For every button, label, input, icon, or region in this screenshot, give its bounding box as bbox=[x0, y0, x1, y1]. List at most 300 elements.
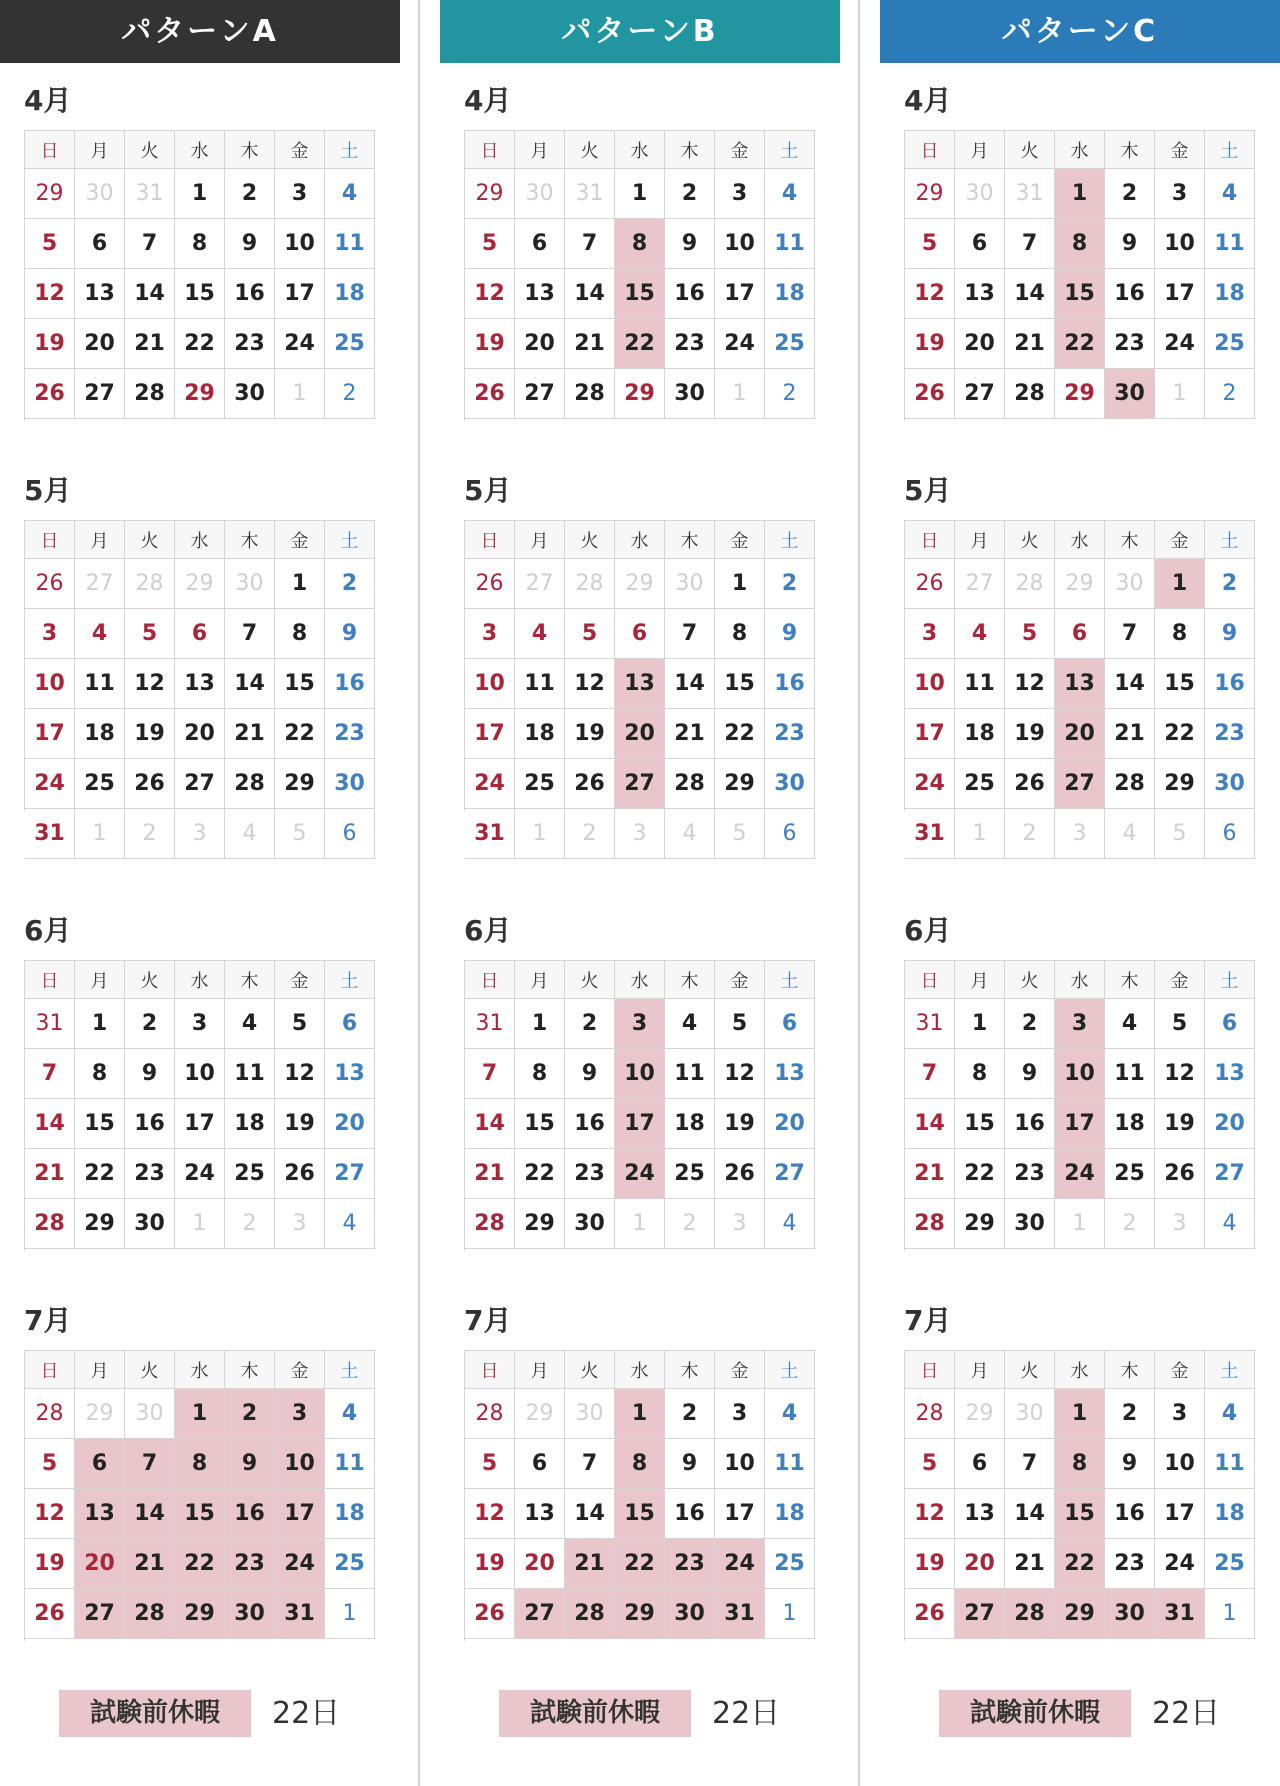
pattern-column bbox=[440, 0, 840, 1731]
week-row bbox=[465, 269, 815, 319]
legend-days-count: 22日 bbox=[712, 1696, 781, 1731]
adjacent-month-day: 29 bbox=[955, 1389, 1005, 1439]
week-row bbox=[905, 709, 1255, 759]
month-calendar bbox=[464, 914, 816, 1236]
day-cell: 27 bbox=[1055, 759, 1105, 809]
day-cell: 15 bbox=[175, 269, 225, 319]
week-row bbox=[905, 1149, 1255, 1199]
day-cell: 31 bbox=[905, 809, 955, 859]
day-cell: 25 bbox=[325, 319, 375, 369]
day-cell: 26 bbox=[465, 1589, 515, 1639]
weekday-label: 木 bbox=[665, 521, 715, 559]
weekday-label: 木 bbox=[1105, 961, 1155, 999]
weekday-label: 月 bbox=[955, 1351, 1005, 1389]
day-cell: 28 bbox=[565, 1589, 615, 1639]
day-cell: 21 bbox=[565, 319, 615, 369]
day-cell: 19 bbox=[1005, 709, 1055, 759]
day-cell: 18 bbox=[1205, 1489, 1255, 1539]
adjacent-month-day: 1 bbox=[615, 1199, 665, 1249]
day-cell: 19 bbox=[125, 709, 175, 759]
weekday-label: 土 bbox=[325, 961, 375, 999]
day-cell: 13 bbox=[75, 269, 125, 319]
day-cell: 18 bbox=[765, 269, 815, 319]
day-cell: 12 bbox=[1005, 659, 1055, 709]
day-cell: 23 bbox=[565, 1149, 615, 1199]
day-cell: 19 bbox=[905, 1539, 955, 1589]
adjacent-month-day: 2 bbox=[225, 1199, 275, 1249]
day-cell: 23 bbox=[1105, 319, 1155, 369]
day-cell: 17 bbox=[1155, 1489, 1205, 1539]
day-cell: 19 bbox=[465, 319, 515, 369]
day-cell: 25 bbox=[665, 1149, 715, 1199]
day-cell: 4 bbox=[1105, 999, 1155, 1049]
day-cell: 28 bbox=[565, 369, 615, 419]
weekday-label: 金 bbox=[275, 961, 325, 999]
weekday-label: 金 bbox=[275, 1351, 325, 1389]
day-cell: 27 bbox=[515, 1589, 565, 1639]
day-cell: 22 bbox=[175, 1539, 225, 1589]
day-cell: 2 bbox=[1105, 169, 1155, 219]
day-cell: 1 bbox=[175, 1389, 225, 1439]
day-cell: 1 bbox=[615, 1389, 665, 1439]
adjacent-month-day: 31 bbox=[465, 999, 515, 1049]
weekday-label: 金 bbox=[275, 521, 325, 559]
weekday-label: 水 bbox=[1055, 1351, 1105, 1389]
week-row bbox=[905, 659, 1255, 709]
day-cell: 10 bbox=[905, 659, 955, 709]
weekday-label: 金 bbox=[1155, 521, 1205, 559]
day-cell: 11 bbox=[75, 659, 125, 709]
day-cell: 27 bbox=[955, 1589, 1005, 1639]
weekday-label: 水 bbox=[175, 1351, 225, 1389]
weekday-label: 木 bbox=[1105, 131, 1155, 169]
day-cell: 2 bbox=[225, 1389, 275, 1439]
day-cell: 11 bbox=[515, 659, 565, 709]
adjacent-month-day: 4 bbox=[325, 1199, 375, 1249]
day-cell: 18 bbox=[955, 709, 1005, 759]
day-cell: 21 bbox=[905, 1149, 955, 1199]
weekday-label: 土 bbox=[1205, 961, 1255, 999]
week-row bbox=[465, 219, 815, 269]
day-cell: 12 bbox=[465, 1489, 515, 1539]
adjacent-month-day: 30 bbox=[125, 1389, 175, 1439]
weekday-label: 火 bbox=[125, 131, 175, 169]
day-cell: 17 bbox=[1055, 1099, 1105, 1149]
weekday-label: 月 bbox=[75, 131, 125, 169]
column-divider bbox=[858, 0, 860, 1786]
day-cell: 6 bbox=[515, 219, 565, 269]
weekday-label: 日 bbox=[465, 131, 515, 169]
week-row bbox=[25, 1149, 375, 1199]
day-cell: 7 bbox=[1005, 219, 1055, 269]
day-cell: 22 bbox=[615, 319, 665, 369]
week-row bbox=[905, 369, 1255, 419]
month-title: 4月 bbox=[904, 84, 952, 117]
day-cell: 27 bbox=[1205, 1149, 1255, 1199]
day-cell: 7 bbox=[125, 219, 175, 269]
day-cell: 29 bbox=[615, 369, 665, 419]
day-cell: 21 bbox=[1005, 319, 1055, 369]
week-row bbox=[905, 1389, 1255, 1439]
day-cell: 29 bbox=[1055, 369, 1105, 419]
day-cell: 4 bbox=[325, 169, 375, 219]
month-title: 6月 bbox=[464, 914, 512, 947]
month-calendar bbox=[24, 474, 376, 846]
day-cell: 17 bbox=[1155, 269, 1205, 319]
adjacent-month-day: 5 bbox=[715, 809, 765, 859]
weekday-header bbox=[465, 131, 815, 169]
day-cell: 14 bbox=[565, 1489, 615, 1539]
week-row bbox=[25, 609, 375, 659]
day-cell: 16 bbox=[1205, 659, 1255, 709]
day-cell: 6 bbox=[1055, 609, 1105, 659]
adjacent-month-day: 1 bbox=[1055, 1199, 1105, 1249]
day-cell: 31 bbox=[715, 1589, 765, 1639]
weekday-label: 日 bbox=[465, 521, 515, 559]
month-title: 4月 bbox=[24, 84, 72, 117]
day-cell: 30 bbox=[565, 1199, 615, 1249]
weekday-label: 水 bbox=[615, 131, 665, 169]
day-cell: 1 bbox=[515, 999, 565, 1049]
day-cell: 29 bbox=[955, 1199, 1005, 1249]
weekday-label: 月 bbox=[515, 521, 565, 559]
day-cell: 22 bbox=[175, 319, 225, 369]
calendar-grid bbox=[464, 960, 815, 1251]
day-cell: 8 bbox=[615, 219, 665, 269]
day-cell: 9 bbox=[225, 219, 275, 269]
day-cell: 11 bbox=[665, 1049, 715, 1099]
day-cell: 19 bbox=[465, 1539, 515, 1589]
day-cell: 13 bbox=[615, 659, 665, 709]
day-cell: 3 bbox=[1155, 1389, 1205, 1439]
day-cell: 8 bbox=[1055, 219, 1105, 269]
day-cell: 12 bbox=[125, 659, 175, 709]
day-cell: 19 bbox=[565, 709, 615, 759]
adjacent-month-day: 28 bbox=[25, 1389, 75, 1439]
day-cell: 21 bbox=[125, 1539, 175, 1589]
day-cell: 11 bbox=[1105, 1049, 1155, 1099]
day-cell: 13 bbox=[325, 1049, 375, 1099]
day-cell: 8 bbox=[1055, 1439, 1105, 1489]
adjacent-month-day: 28 bbox=[1005, 559, 1055, 609]
day-cell: 15 bbox=[615, 1489, 665, 1539]
weekday-label: 日 bbox=[905, 521, 955, 559]
adjacent-month-day: 3 bbox=[615, 809, 665, 859]
week-row bbox=[905, 559, 1255, 609]
adjacent-month-day: 27 bbox=[515, 559, 565, 609]
day-cell: 20 bbox=[325, 1099, 375, 1149]
day-cell: 24 bbox=[1155, 319, 1205, 369]
day-cell: 20 bbox=[955, 319, 1005, 369]
weekday-header bbox=[465, 1351, 815, 1389]
adjacent-month-day: 28 bbox=[565, 559, 615, 609]
adjacent-month-day: 1 bbox=[715, 369, 765, 419]
day-cell: 16 bbox=[225, 1489, 275, 1539]
adjacent-month-day: 2 bbox=[665, 1199, 715, 1249]
day-cell: 9 bbox=[1105, 1439, 1155, 1489]
adjacent-month-day: 1 bbox=[325, 1589, 375, 1639]
weekday-label: 水 bbox=[615, 1351, 665, 1389]
adjacent-month-day: 3 bbox=[1055, 809, 1105, 859]
adjacent-month-day: 30 bbox=[75, 169, 125, 219]
day-cell: 3 bbox=[1055, 999, 1105, 1049]
adjacent-month-day: 6 bbox=[325, 809, 375, 859]
adjacent-month-day: 4 bbox=[765, 1199, 815, 1249]
day-cell: 8 bbox=[1155, 609, 1205, 659]
day-cell: 16 bbox=[1005, 1099, 1055, 1149]
month-title: 7月 bbox=[904, 1304, 952, 1337]
week-row bbox=[465, 1539, 815, 1589]
day-cell: 7 bbox=[1105, 609, 1155, 659]
weekday-label: 木 bbox=[225, 1351, 275, 1389]
week-row bbox=[905, 1099, 1255, 1149]
day-cell: 2 bbox=[665, 1389, 715, 1439]
weekday-label: 月 bbox=[75, 1351, 125, 1389]
month-title: 6月 bbox=[904, 914, 952, 947]
day-cell: 22 bbox=[515, 1149, 565, 1199]
day-cell: 6 bbox=[955, 219, 1005, 269]
day-cell: 14 bbox=[25, 1099, 75, 1149]
day-cell: 27 bbox=[615, 759, 665, 809]
day-cell: 2 bbox=[1105, 1389, 1155, 1439]
month-title: 7月 bbox=[24, 1304, 72, 1337]
weekday-header bbox=[25, 1351, 375, 1389]
weekday-label: 月 bbox=[955, 961, 1005, 999]
week-row bbox=[905, 1589, 1255, 1639]
day-cell: 2 bbox=[665, 169, 715, 219]
adjacent-month-day: 2 bbox=[1005, 809, 1055, 859]
day-cell: 30 bbox=[325, 759, 375, 809]
day-cell: 3 bbox=[1155, 169, 1205, 219]
day-cell: 21 bbox=[565, 1539, 615, 1589]
pattern-column bbox=[0, 0, 400, 1731]
day-cell: 29 bbox=[175, 369, 225, 419]
day-cell: 5 bbox=[715, 999, 765, 1049]
day-cell: 7 bbox=[465, 1049, 515, 1099]
week-row bbox=[465, 169, 815, 219]
adjacent-month-day: 6 bbox=[1205, 809, 1255, 859]
day-cell: 24 bbox=[1055, 1149, 1105, 1199]
weekday-label: 月 bbox=[955, 521, 1005, 559]
day-cell: 16 bbox=[765, 659, 815, 709]
day-cell: 31 bbox=[1155, 1589, 1205, 1639]
adjacent-month-day: 28 bbox=[905, 1389, 955, 1439]
day-cell: 9 bbox=[1105, 219, 1155, 269]
day-cell: 28 bbox=[1005, 369, 1055, 419]
week-row bbox=[25, 1489, 375, 1539]
week-row bbox=[465, 759, 815, 809]
day-cell: 4 bbox=[955, 609, 1005, 659]
day-cell: 4 bbox=[765, 1389, 815, 1439]
week-row bbox=[905, 1049, 1255, 1099]
weekday-label: 火 bbox=[125, 521, 175, 559]
day-cell: 26 bbox=[125, 759, 175, 809]
day-cell: 10 bbox=[25, 659, 75, 709]
week-row bbox=[465, 1049, 815, 1099]
day-cell: 13 bbox=[765, 1049, 815, 1099]
day-cell: 30 bbox=[125, 1199, 175, 1249]
day-cell: 5 bbox=[275, 999, 325, 1049]
adjacent-month-day: 1 bbox=[75, 809, 125, 859]
adjacent-month-day: 1 bbox=[955, 809, 1005, 859]
calendar-grid bbox=[464, 1350, 815, 1641]
day-cell: 3 bbox=[275, 169, 325, 219]
weekday-label: 土 bbox=[1205, 131, 1255, 169]
day-cell: 18 bbox=[765, 1489, 815, 1539]
legend-days-count: 22日 bbox=[272, 1696, 341, 1731]
weekday-label: 日 bbox=[465, 1351, 515, 1389]
weekday-label: 金 bbox=[715, 521, 765, 559]
adjacent-month-day: 4 bbox=[1205, 1199, 1255, 1249]
weekday-label: 日 bbox=[465, 961, 515, 999]
day-cell: 20 bbox=[75, 1539, 125, 1589]
day-cell: 19 bbox=[25, 319, 75, 369]
weekday-header bbox=[905, 1351, 1255, 1389]
day-cell: 5 bbox=[1155, 999, 1205, 1049]
day-cell: 24 bbox=[615, 1149, 665, 1199]
day-cell: 14 bbox=[665, 659, 715, 709]
day-cell: 2 bbox=[765, 559, 815, 609]
adjacent-month-day: 29 bbox=[175, 559, 225, 609]
day-cell: 14 bbox=[225, 659, 275, 709]
adjacent-month-day: 4 bbox=[1105, 809, 1155, 859]
month-title: 6月 bbox=[24, 914, 72, 947]
day-cell: 18 bbox=[225, 1099, 275, 1149]
day-cell: 7 bbox=[125, 1439, 175, 1489]
weekday-label: 土 bbox=[1205, 1351, 1255, 1389]
day-cell: 8 bbox=[275, 609, 325, 659]
day-cell: 3 bbox=[905, 609, 955, 659]
day-cell: 8 bbox=[715, 609, 765, 659]
week-row bbox=[465, 1589, 815, 1639]
legend-label: 試験前休暇 bbox=[59, 1690, 251, 1737]
day-cell: 27 bbox=[75, 369, 125, 419]
week-row bbox=[905, 759, 1255, 809]
weekday-label: 火 bbox=[125, 961, 175, 999]
day-cell: 23 bbox=[225, 1539, 275, 1589]
week-row bbox=[905, 269, 1255, 319]
day-cell: 1 bbox=[175, 169, 225, 219]
day-cell: 13 bbox=[75, 1489, 125, 1539]
day-cell: 13 bbox=[175, 659, 225, 709]
day-cell: 14 bbox=[565, 269, 615, 319]
day-cell: 10 bbox=[715, 219, 765, 269]
weekday-label: 金 bbox=[715, 961, 765, 999]
day-cell: 14 bbox=[125, 269, 175, 319]
day-cell: 28 bbox=[25, 1199, 75, 1249]
week-row bbox=[905, 1199, 1255, 1249]
day-cell: 18 bbox=[1205, 269, 1255, 319]
adjacent-month-day: 2 bbox=[125, 809, 175, 859]
day-cell: 4 bbox=[1205, 169, 1255, 219]
day-cell: 4 bbox=[225, 999, 275, 1049]
day-cell: 10 bbox=[1055, 1049, 1105, 1099]
week-row bbox=[25, 759, 375, 809]
day-cell: 15 bbox=[715, 659, 765, 709]
day-cell: 25 bbox=[75, 759, 125, 809]
day-cell: 28 bbox=[125, 1589, 175, 1639]
day-cell: 30 bbox=[225, 369, 275, 419]
day-cell: 20 bbox=[955, 1539, 1005, 1589]
day-cell: 17 bbox=[905, 709, 955, 759]
weekday-label: 土 bbox=[765, 1351, 815, 1389]
day-cell: 23 bbox=[665, 319, 715, 369]
day-cell: 15 bbox=[955, 1099, 1005, 1149]
week-row bbox=[25, 1199, 375, 1249]
day-cell: 8 bbox=[175, 1439, 225, 1489]
day-cell: 17 bbox=[25, 709, 75, 759]
month-calendar bbox=[904, 1304, 1256, 1626]
day-cell: 22 bbox=[615, 1539, 665, 1589]
day-cell: 1 bbox=[1155, 559, 1205, 609]
day-cell: 23 bbox=[225, 319, 275, 369]
day-cell: 1 bbox=[955, 999, 1005, 1049]
day-cell: 15 bbox=[1155, 659, 1205, 709]
adjacent-month-day: 6 bbox=[765, 809, 815, 859]
day-cell: 30 bbox=[765, 759, 815, 809]
weekday-header bbox=[465, 521, 815, 559]
day-cell: 29 bbox=[515, 1199, 565, 1249]
week-row bbox=[905, 609, 1255, 659]
day-cell: 17 bbox=[615, 1099, 665, 1149]
adjacent-month-day: 2 bbox=[1205, 369, 1255, 419]
adjacent-month-day: 26 bbox=[25, 559, 75, 609]
day-cell: 20 bbox=[75, 319, 125, 369]
day-cell: 30 bbox=[665, 369, 715, 419]
day-cell: 20 bbox=[515, 319, 565, 369]
day-cell: 11 bbox=[765, 1439, 815, 1489]
adjacent-month-day: 29 bbox=[905, 169, 955, 219]
day-cell: 4 bbox=[1205, 1389, 1255, 1439]
day-cell: 22 bbox=[955, 1149, 1005, 1199]
day-cell: 10 bbox=[275, 1439, 325, 1489]
day-cell: 16 bbox=[125, 1099, 175, 1149]
day-cell: 12 bbox=[25, 269, 75, 319]
day-cell: 5 bbox=[25, 1439, 75, 1489]
weekday-label: 月 bbox=[75, 961, 125, 999]
day-cell: 26 bbox=[1005, 759, 1055, 809]
weekday-header bbox=[25, 131, 375, 169]
adjacent-month-day: 1 bbox=[515, 809, 565, 859]
adjacent-month-day: 5 bbox=[1155, 809, 1205, 859]
day-cell: 26 bbox=[905, 369, 955, 419]
day-cell: 6 bbox=[175, 609, 225, 659]
calendar-grid bbox=[24, 960, 375, 1251]
weekday-label: 水 bbox=[175, 961, 225, 999]
day-cell: 24 bbox=[275, 1539, 325, 1589]
day-cell: 24 bbox=[715, 319, 765, 369]
day-cell: 24 bbox=[905, 759, 955, 809]
day-cell: 2 bbox=[1005, 999, 1055, 1049]
day-cell: 3 bbox=[25, 609, 75, 659]
day-cell: 31 bbox=[25, 809, 75, 859]
day-cell: 16 bbox=[665, 269, 715, 319]
adjacent-month-day: 27 bbox=[955, 559, 1005, 609]
day-cell: 16 bbox=[665, 1489, 715, 1539]
day-cell: 20 bbox=[615, 709, 665, 759]
day-cell: 31 bbox=[465, 809, 515, 859]
day-cell: 12 bbox=[25, 1489, 75, 1539]
week-row bbox=[465, 1489, 815, 1539]
weekday-label: 火 bbox=[1005, 131, 1055, 169]
day-cell: 11 bbox=[325, 1439, 375, 1489]
day-cell: 12 bbox=[715, 1049, 765, 1099]
day-cell: 23 bbox=[325, 709, 375, 759]
month-title: 7月 bbox=[464, 1304, 512, 1337]
week-row bbox=[465, 1149, 815, 1199]
day-cell: 18 bbox=[665, 1099, 715, 1149]
day-cell: 22 bbox=[715, 709, 765, 759]
